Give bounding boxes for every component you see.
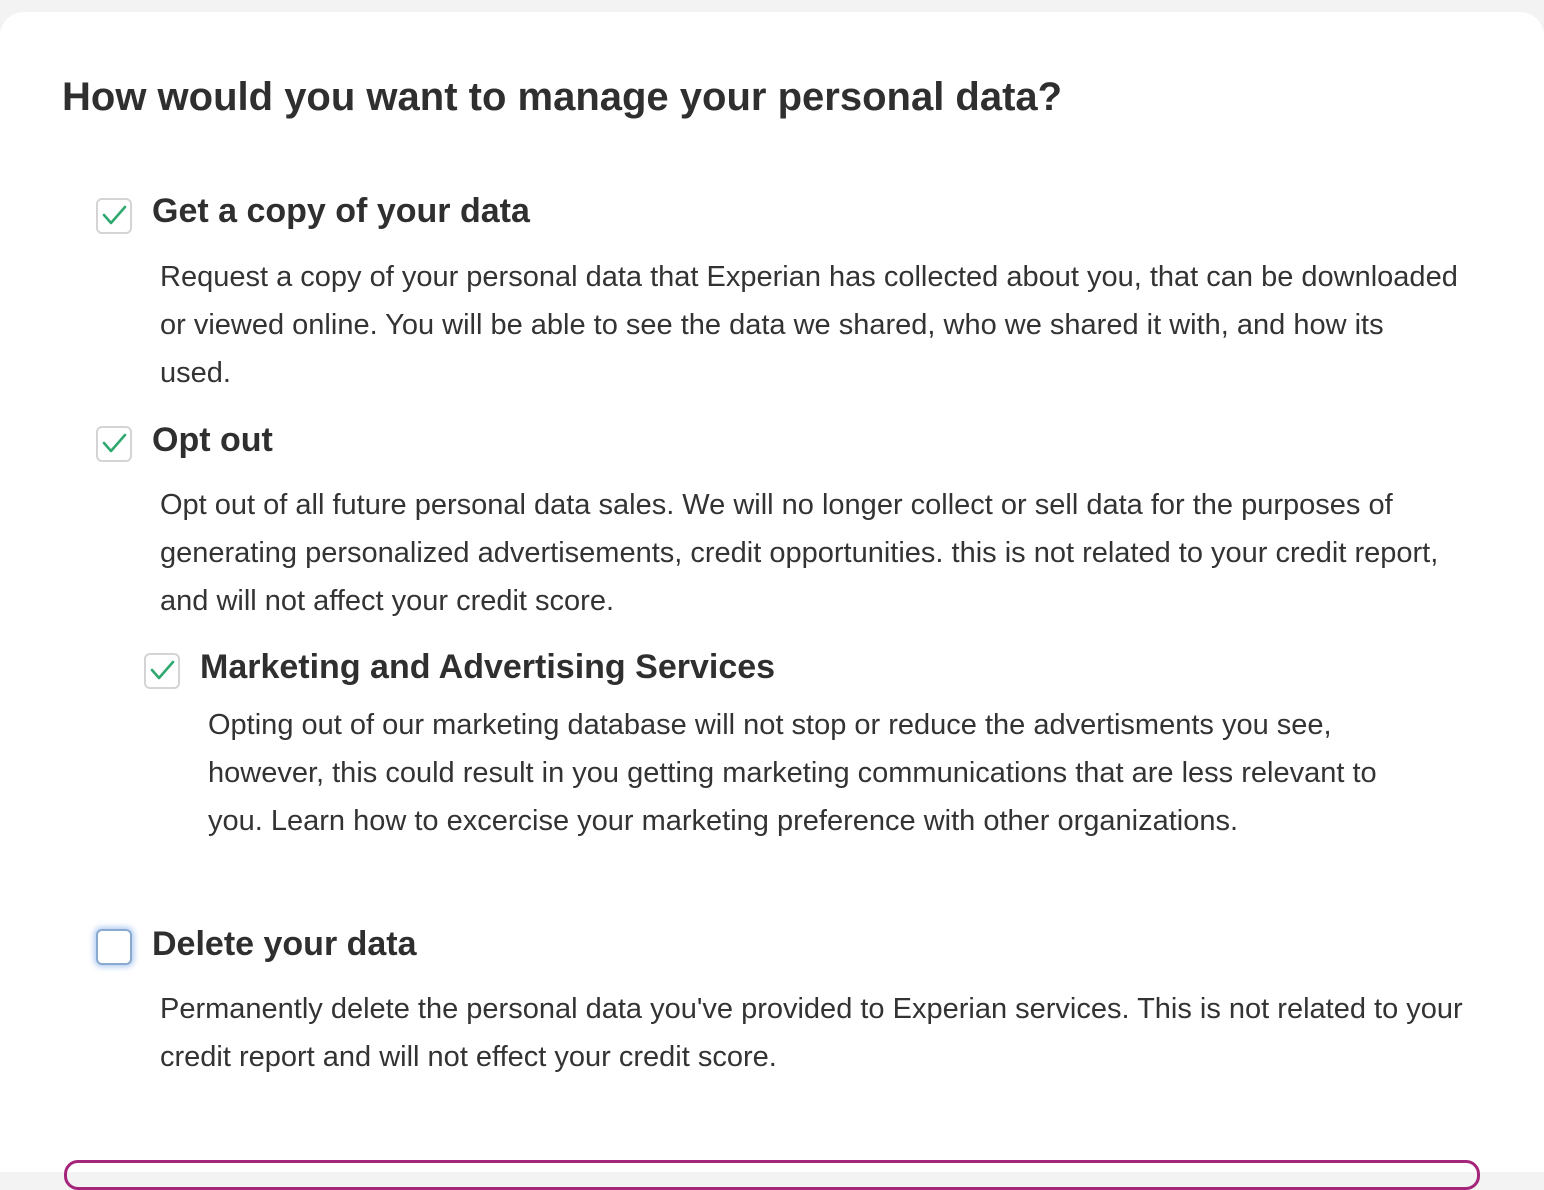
marketing-advertising-description: Opting out of our marketing database will not stop or reduce the advertisments you see, however, this could result in you getting marketing communications that are less relevant to you. Learn how to excercise your marketing preference with other organizations. — [208, 709, 1377, 837]
page-title: How would you want to manage your personal data? — [62, 75, 1063, 119]
get-copy-checkbox[interactable] — [96, 198, 132, 234]
submit-button[interactable] — [64, 1160, 1480, 1190]
marketing-advertising-label[interactable]: Marketing and Advertising Services — [200, 648, 776, 686]
delete-data-label[interactable]: Delete your data — [152, 925, 417, 963]
check-icon — [100, 202, 128, 230]
get-copy-label[interactable]: Get a copy of your data — [152, 192, 530, 230]
delete-data-description: Permanently delete the personal data you've provided to Experian services. This is not related to your credit report and will not effect your credit score. — [160, 993, 1463, 1073]
opt-out-checkbox[interactable] — [96, 426, 132, 462]
opt-out-label[interactable]: Opt out — [152, 421, 273, 459]
marketing-advertising-checkbox[interactable] — [144, 653, 180, 689]
delete-data-checkbox[interactable] — [96, 929, 132, 965]
check-icon — [148, 657, 176, 685]
opt-out-description: Opt out of all future personal data sales. We will no longer collect or sell data for the purposes of generating personalized advertisements, credit opportunities. this is not related to your credit report, and will not affect your credit score. — [160, 489, 1439, 617]
check-icon — [100, 430, 128, 458]
privacy-options-card — [0, 12, 1544, 1172]
get-copy-description: Request a copy of your personal data that Experian has collected about you, that can be downloaded or viewed online. You will be able to see the data we shared, who we shared it with, and how its used. — [160, 261, 1458, 389]
